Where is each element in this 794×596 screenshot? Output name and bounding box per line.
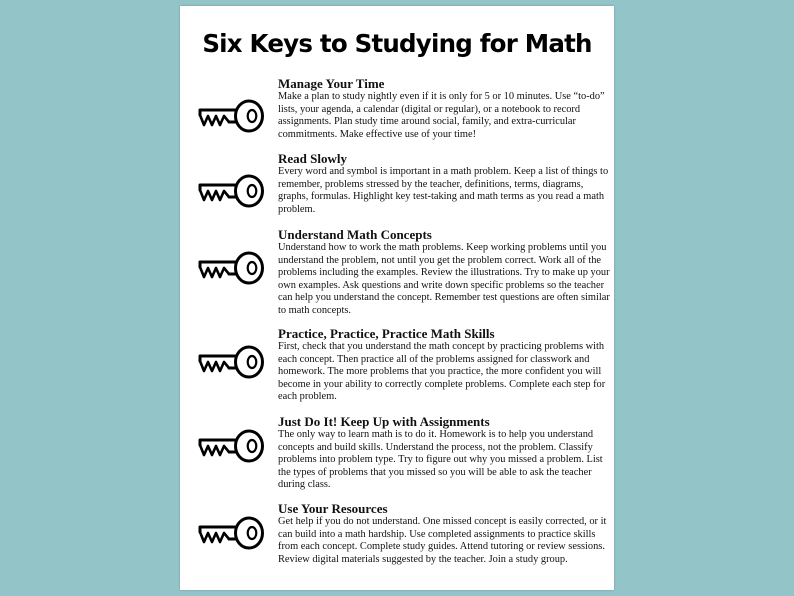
section-heading: Use Your Resources xyxy=(278,501,388,516)
section-heading: Just Do It! Keep Up with Assignments xyxy=(278,414,490,429)
section-body: Understand how to work the math problems. Keep working problems until you understand the problem, not until you get the problem correct. Work all of the problems including the examples. Review the illustrations. Try to make up your own examples. Ask questions and write down specific problems so the teacher can help you understand the concept. Remember test questions are often similar to math concepts. xyxy=(278,242,610,316)
key-icon xyxy=(196,94,266,138)
section-body: First, check that you understand the math concept by practicing problems with each concept. Then practice all of the problems assigned for classwork and homework. The more problems that you practice, the more confident you will become in your ability to correctly complete problems. Complete each step for each problem. xyxy=(278,341,606,403)
page-title: Six Keys to Studying for Math xyxy=(202,29,592,58)
section-body: Every word and symbol is important in a math problem. Keep a list of things to remember, problems stressed by the teacher, definitions, terms, diagrams, graphs, formulas. Highlight key test-taking and math terms as you read a math problem. xyxy=(278,166,609,215)
section-use-your-resources xyxy=(278,502,610,566)
section-manage-your-time xyxy=(278,77,610,141)
section-practice-math-skills xyxy=(278,327,610,404)
section-heading: Understand Math Concepts xyxy=(278,227,432,242)
section-keep-up-with-assignments xyxy=(278,415,610,492)
key-icon xyxy=(196,340,266,384)
key-icon xyxy=(196,424,266,468)
section-understand-math-concepts xyxy=(278,228,610,318)
key-icon xyxy=(196,246,266,290)
key-icon xyxy=(196,511,266,555)
section-body: The only way to learn math is to do it. Homework is to help you understand concepts and build skills. Understand the process, not the problem. Classify problems into problem type. Try to figure out why you missed a problem. List the types of problems that you missed so you will be able to ask the teacher during class. xyxy=(278,429,603,491)
section-heading: Manage Your Time xyxy=(278,76,385,91)
section-read-slowly xyxy=(278,152,610,216)
section-body: Get help if you do not understand. One missed concept is easily corrected, or it can build into a math hardship. Use completed assignments to practice skills from each concept. Complete study guides. Attend tutoring or review sessions. Review digital materials suggested by the teacher. Join a study group. xyxy=(278,516,607,565)
section-heading: Practice, Practice, Practice Math Skills xyxy=(278,326,495,341)
section-heading: Read Slowly xyxy=(278,151,347,166)
worksheet-page xyxy=(180,6,614,590)
key-icon xyxy=(196,169,266,213)
section-body: Make a plan to study nightly even if it is only for 5 or 10 minutes. Use “to-do” lists, your agenda, a calendar (digital or regular), or a notebook to record assignments. Plan study time around social, family, and extra-curricular commitments. Make effective use of your time! xyxy=(278,91,605,140)
